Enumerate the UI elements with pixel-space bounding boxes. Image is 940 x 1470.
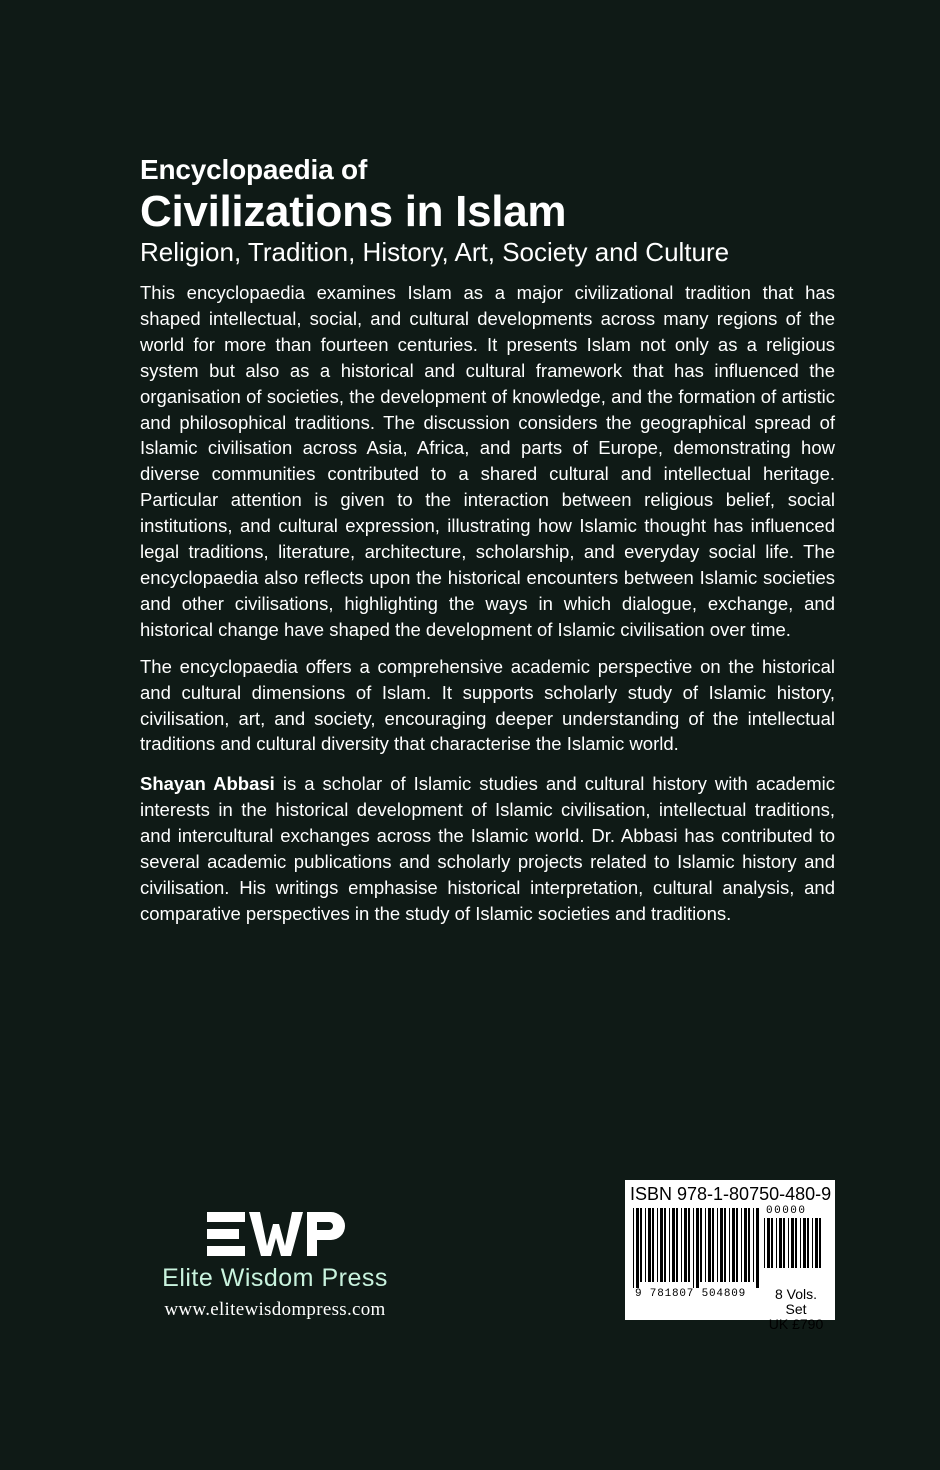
author-bio-text: is a scholar of Islamic studies and cultural history with academic interests in the historical development of Islamic civilisation, intellectual traditions, and intercultural exchanges across the Islamic world. Dr. Abbasi has contributed to several academic publications and scholarly projects related to Islamic history and civilisation. His writings emphasise historical interpretation, cultural analysis, and comparative perspectives in the study of Islamic societies and traditions. [140, 773, 835, 924]
back-cover-content [140, 152, 835, 927]
price: UK £790 [768, 1316, 824, 1332]
author-bio [140, 771, 835, 926]
description-paragraph-2: The encyclopaedia offers a comprehensive academic perspective on the historical and cultural dimensions of Islam. It supports scholarly study of Islamic history, civilisation, art, and society, encouraging deeper understanding of the intellectual traditions and cultural diversity that characterise the Islamic world. [140, 655, 835, 755]
barcode-addon-icon [764, 1218, 826, 1274]
isbn-text: ISBN 978-1-80750-480-9 [630, 1184, 832, 1204]
set-volumes: 8 Vols. Set [774, 1286, 818, 1317]
book-title: Civilizations in Islam [140, 187, 567, 236]
barcode-addon-digits: 00000 [766, 1205, 807, 1217]
publisher-name: Elite Wisdom Press [162, 1264, 388, 1292]
publisher-logo [205, 1210, 345, 1258]
publisher-url: www.elitewisdompress.com [164, 1299, 386, 1320]
set-price [765, 1287, 827, 1332]
publisher-block [140, 1210, 410, 1321]
description-paragraph-1: This encyclopaedia examines Islam as a major civilizational tradition that has shaped intellectual, social, and cultural developments across many regions of the world for more than fourteen centuries. It presents Islam not only as a religious system but also as a historical and cultural framework that has influenced the organisation of societies, the development of knowledge, and the formation of artistic and philosophical traditions. The discussion considers the geographical spread of Islamic civilisation across Asia, Africa, and parts of Europe, demonstrating how diverse communities contributed to a shared cultural and intellectual heritage. Particular attention is given to the interaction between religious belief, social institutions, and cultural expression, illustrating how Islamic thought has influenced legal traditions, literature, architecture, scholarship, and everyday social life. The encyclopaedia also reflects upon the historical encounters between Islamic societies and other civilisations, highlighting the ways in which dialogue, exchange, and historical change have shaped the development of Islamic civilisation over time. [140, 282, 835, 640]
series-title: Encyclopaedia of [140, 154, 368, 185]
author-name: Shayan Abbasi [140, 773, 275, 795]
barcode-digits: 9 781807 504809 [635, 1288, 747, 1300]
isbn-barcode-box [625, 1180, 835, 1332]
barcode-icon [633, 1208, 761, 1288]
book-subtitle: Religion, Tradition, History, Art, Society and Culture [140, 237, 730, 267]
